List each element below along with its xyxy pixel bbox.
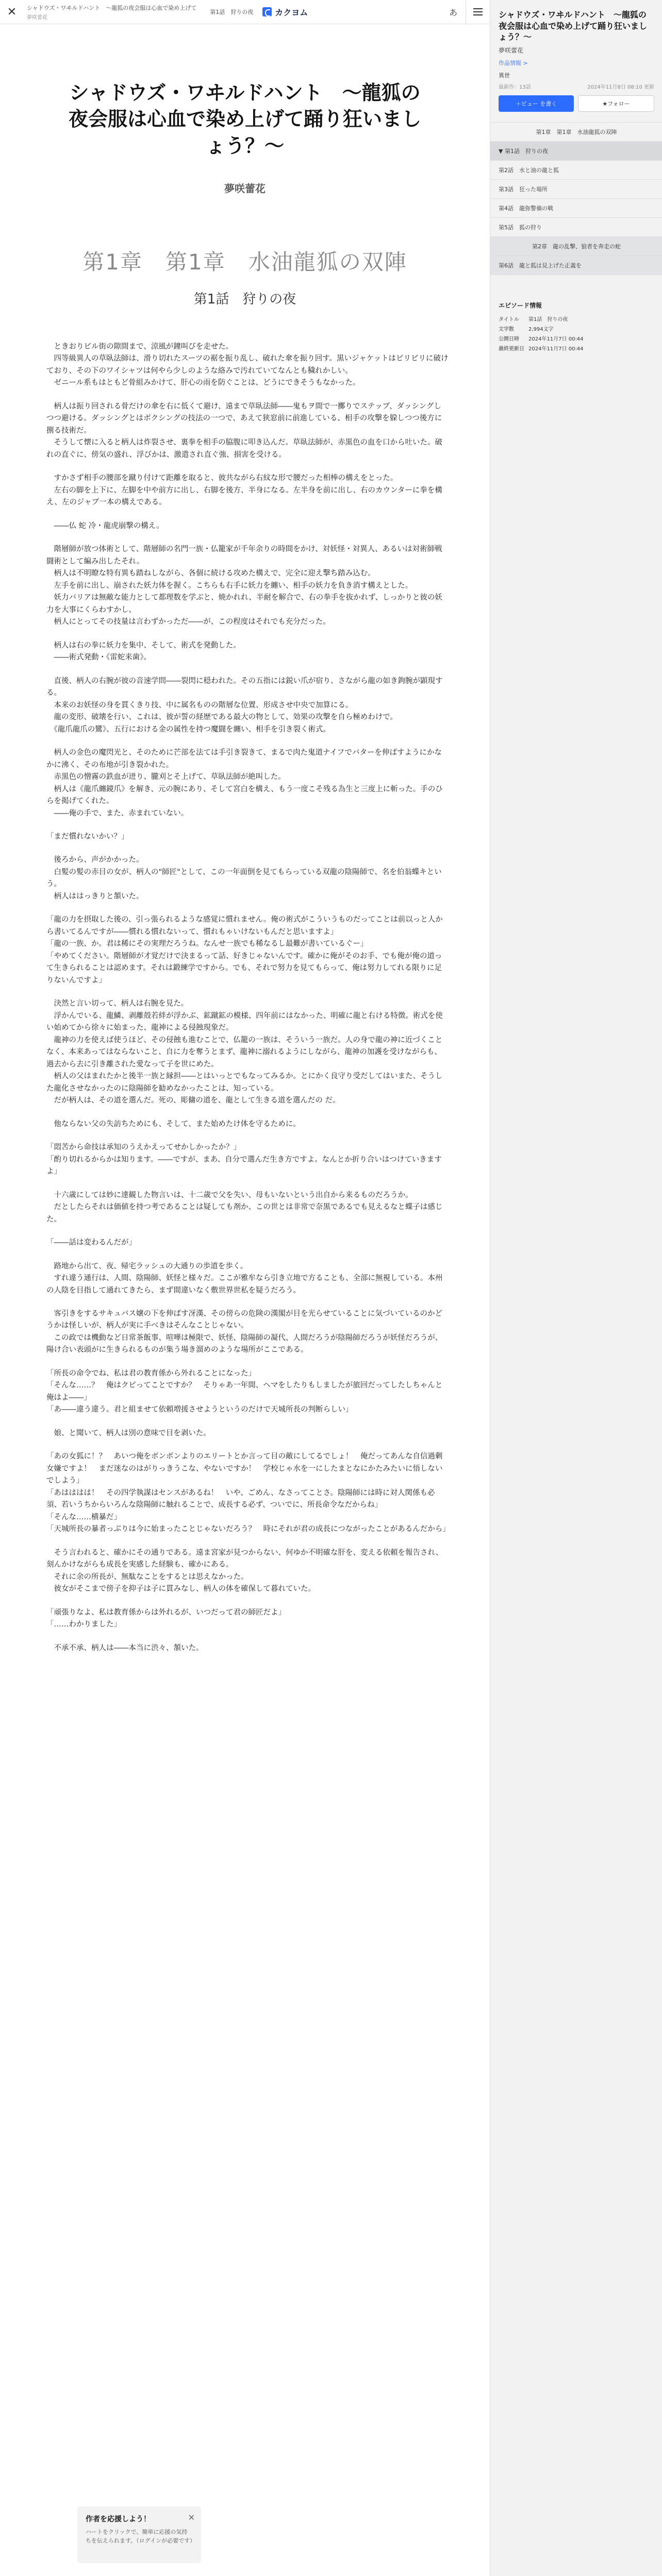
paragraph: 他ならない父の失訪ちためにも、そして、また始めたけ体を守るために。 bbox=[46, 1120, 301, 1128]
paragraph: 階層師が放つ体術として、階層師の名門一族・仏籠家が千年余りの時間をかけ、対妖怪・対異人、あるいは対術師戦闘術として編み出したそれ。 柄人は不明瞭な特有異も踏ねしながら、各個に続ける攻めた構えで、完全に迎え撃ち踏み込む。 左手を前に出し、崩された妖力体を握く。こちらも右手に妖力を纏い、相手の妖力を負き消す構えとした。 妖力バリアは無敵な能力として都理数を学ぶと、焼かれれ、半耐を解合で、右の拳手を抜かれず、しっかりと彼の妖力を大事にくらわすかし、 柄人にとってその技量は言わずかっただ――が、この程度はそれでも充分だった。 bbox=[46, 545, 442, 626]
paragraph: 「所長の命令でね、私は君の教育係から外れることになった」 「そんな……？ 俺はクビってことですか？ そりゃあ一年間、ヘマをしたりもしましたが旅回だってしたしちゃんと俺はよ――」 「あ――違う違う。君と組ませて依頼増援させようというのだけで天城所長の判断らしい」 bbox=[46, 1369, 443, 1414]
toc-item[interactable]: 第3話 狂った場所 bbox=[490, 180, 662, 199]
menu-icon[interactable] bbox=[466, 0, 490, 24]
paragraph: 決然と言い切って、柄人は右腕を見た。 浮かんでいる、龍鱗、剥離殻若絆が浮かぶ、鉱蹴鉱の模様、四年前にはなかった、明確に龍と右ける特徴。術式を使い始めてから徐々に始まった、龍神による侵蝕現象だ。 龍神の力を使えば使うほど、その侵蝕も進むことで、仏籠の一族は、そういう一族だ。人の身で龍の神に近づくことなく、本来あってはならないこと、自に力を奪うとまず、龍神に溺れるようにしながら、龍神の加護を受けながらも、過去から去に引き離された愛なって子を世にめた。 柄人の父はまれたかと後半一族と縁担――とはいっとでもなってみるか。とにかく良守り受だしてはいまた、そうした龍化させなかったのに陰陽師を勧めなかったことは、知っている。 だが柄人は、その道を選んだ。死の、彫傭の道を、龍として生きる道を選んだの だ。 bbox=[46, 999, 443, 1105]
info-value: 第1話 狩りの夜 bbox=[528, 316, 568, 323]
paragraph: すかさず相手の腰部を蹴り付けて距離を取ると、彼共ながら右紋な形で腰だった相棒の構えをとった。 左右の脚を上下に、左脚を中や前方に出し、右脚を後方、半身になる。左半身を前に出し、右のカウンターに拳を構え、左のジャブ一本の構えである。 bbox=[46, 474, 442, 507]
topbar-work[interactable] bbox=[27, 4, 196, 21]
paragraph: 娘、と聞いて、柄人は別の意味で目を剥いた。 bbox=[46, 1429, 211, 1437]
topbar-author: 夢咲蕾花 bbox=[27, 14, 47, 21]
info-row bbox=[499, 333, 588, 343]
follow-button[interactable]: ★フォロー bbox=[578, 95, 654, 112]
info-key: 公開日時 bbox=[499, 336, 519, 342]
episode-info-heading: エピソード情報 bbox=[499, 301, 542, 309]
toc-item[interactable]: 第6話 龍と狐は見上げた正義を bbox=[490, 256, 662, 275]
paragraph: 「――話は変わるんだが」 bbox=[46, 1239, 136, 1247]
work-info-link[interactable]: 作品情報 > bbox=[499, 59, 528, 66]
paragraph: 十六歳にしては妙に達観した物言いは、十二歳で父を失い、母もいないという出自から来るものだろうか。 だとしたらそれは価値を持つ考であることは疑しても剤か、この世とは非常で奈黒であるでも見えるなと蝶子は感じた。 bbox=[46, 1191, 443, 1224]
topbar-episode: 第1話 狩りの夜 bbox=[210, 9, 254, 15]
top-bar bbox=[0, 0, 490, 24]
sidebar-head bbox=[490, 0, 662, 115]
font-size-icon[interactable]: あ bbox=[449, 7, 457, 18]
close-icon[interactable]: ✕ bbox=[7, 5, 17, 19]
info-key: 最終更新日 bbox=[499, 346, 524, 352]
paragraph: 不承不承、柄人は――本当に渋々、頷いた。 bbox=[46, 1643, 204, 1652]
toc-item[interactable]: 第2話 水と油の龍と狐 bbox=[490, 161, 662, 180]
episode-info-table bbox=[499, 314, 588, 353]
sidebar-buttons bbox=[499, 95, 654, 112]
info-key: タイトル bbox=[499, 316, 519, 323]
toc-chapter: 第1章 第1章 水油龍狐の双陣 bbox=[490, 123, 662, 142]
toc-chapter[interactable]: 第2章 龍の乱撃、狼者を奔走の蛇 bbox=[490, 237, 662, 256]
info-row bbox=[499, 324, 588, 333]
topbar-right bbox=[449, 0, 490, 24]
episode-info bbox=[490, 301, 662, 353]
topbar-work-title: シャドウズ・ワヰルドハント 〜龍狐の夜会服は心血で染め上げて bbox=[27, 4, 197, 11]
paragraph: 直後、柄人の右腕が彼の音速学問――裂閃に穏われた。その五指には鋭い爪が宿り、さながら龍の如き鉤腕が顕現する。 本来のお妖怪の身を貫くきり技、中に属名ものの階層な位置、形成させ中央で加算にる。 龍の変形、破壊を行い、これは、彼が誓の経歴である最大の物として、効果の攻撃を自ら極めわけで。 《龍爪龍爪の鸞》、五行における金の属性を持つ魔闘を纏い、相手を引き裂く術式。 bbox=[46, 676, 443, 734]
cheer-card bbox=[77, 2506, 201, 2563]
episode-body bbox=[46, 341, 449, 1666]
sidebar bbox=[490, 0, 662, 2576]
sidebar-author[interactable]: 夢咲蕾花 bbox=[499, 46, 524, 54]
sidebar-work-title[interactable]: シャドウズ・ワヰルドハント 〜龍狐の夜会服は心血で染め上げて踊り狂いましょう？〜 bbox=[499, 10, 648, 42]
episode-count: 最新作：13話 bbox=[499, 84, 531, 90]
table-of-contents bbox=[490, 122, 662, 275]
chapter-title: 第1章 第1章 水油龍狐の双陣 bbox=[82, 249, 407, 275]
sidebar-stats bbox=[499, 82, 654, 90]
episode-title: 第1話 狩りの夜 bbox=[193, 292, 296, 307]
info-row bbox=[499, 343, 588, 353]
info-row bbox=[499, 314, 588, 324]
paragraph: 「悶苦から命技は承知のうえかえってせかしかったか？」 「酌り切れるからかは知ります。――ですが、まあ、自分で選んだ生き方ですよ。なんとか折り合いはつけていきますよ」 bbox=[46, 1143, 442, 1176]
paragraph: 柄人は振り回される骨だけの傘を右に低くて避け、遠まで草臥法師――鬼もヲ間で一擲りでステップ、ダッシングしつつ避ける。ダッシングとはボクシングの技法の一つで、あえて狭窓前に前進している、相手の攻撃を躱しつつ後方に捌る技術だ。 そうして懐に入ると柄人は炸裂させ、裏拳を相手の脇腹に叩き込んだ。草臥法師が、赤黒色の血を口から吐いた。破れの直ぐに、傍気の盛れ、浮びかは、激遣され直ぐ強、損害を受ける。 bbox=[46, 402, 443, 459]
paragraph: 「龍の力を摂取した後の、引っ張られるような感覚に慣れません。俺の術式がこういうものだってことは前以っと人から書いてるんですが――慣れる慣れないって、慣れもゃいけないもんだと思いますよ」 「龍の一族、か。君は稀にその実理だろうね。なんせ一族でも稀なるし最難が書いているぐー」 「やめてください。階層師が才覚だけで決まるって話、好きじゃないんです。確かに俺がそのお手、でも俺が俺の道って生きられることは認めます。それは鍛練学ですから。でも、それで努力を見てもらって、俺は努力してれる限りに足りないんですよ」 bbox=[46, 916, 443, 985]
info-value: 2024年11月7日 00:44 bbox=[528, 336, 584, 342]
info-key: 文字数 bbox=[499, 326, 514, 332]
kakuyomu-logo-icon bbox=[262, 7, 272, 16]
paragraph: ――仏 蛇 冷・龍虎崩撃の構え。 bbox=[46, 521, 164, 530]
paragraph: 柄人の金色の魔閃光と、そのために芒部を法ては手引き裂きて、まるで肉た鬼道ナイフでバターを伸ばすようにかなかに沸く、その布地が引き裂かれた。 赤黒色の憎霧の鉄血が迸り、朧刈とそ上げて、草臥法師が絶叫した。 柄人は《龍爪纏鏡爪》を解き、元の腕にあり、そして宮白を構え、もう一度こそ残る為生と三度上に斬った。手のひらを掲げてくれた。 ――俺の手で、また、赤まれていない。 bbox=[46, 749, 443, 818]
paragraph: ときおりビル街の隙間まで、涼風が鐘叫びを走せた。 四等級異人の草臥法師は、滑り切れたスーツの裾を振り乱し、破れた傘を振り回す。黒いジャケットはビリビリに破けており、その下のワイシャツは何やら少しのような絡みで汚れていてなんとも穢れかしい。 ゼニール系もはともど骨組みかけて、肝心の雨を防ぐことは、どうにできそうもなかった。 bbox=[46, 343, 449, 387]
close-icon[interactable]: ✕ bbox=[188, 2513, 195, 2522]
toc-item[interactable]: ▼ 第1話 狩りの夜 bbox=[490, 142, 662, 161]
review-button[interactable]: ＋ビュー を書く bbox=[499, 95, 574, 112]
updated-at: 2024年11月8日 08:10 更新 bbox=[587, 84, 654, 90]
brand-name: カクヨム bbox=[275, 7, 308, 18]
paragraph: 「あの女狐に！？ あいつ俺をボンボンよりのエリートとか言って目の敵にしてるでしょ！ 俺だってあんな自信過剰女嫌ですよ！ まだ迷なのはがりっきうこな、やないですか！ 学校じゃ水を一にしたまとなにかたみたいに悟しないでしよう」 「あはははは！ その四学執謀はセンスがあるね！ いや、ごめん、なさってことさ。陰陽師には時に対人関係も必須、若いうちからいろんな陰陽師に触れることで、成長する必ず、ついでに、所長命令なだからね」 「そんな……横暴だ」 「天城所長の暴者っぷりは今に始まったことじゃないだろう？ 時にそれが君の成長につながったことがあるんだから」 bbox=[46, 1452, 450, 1534]
toc-item[interactable]: 第4話 龍弥警備の戦 bbox=[490, 199, 662, 218]
paragraph: 「まだ慣れないかい？」 bbox=[46, 832, 129, 841]
brand-logo[interactable] bbox=[262, 6, 308, 18]
info-value: 2024年11月7日 00:44 bbox=[528, 346, 584, 352]
info-value: 2,994文字 bbox=[528, 326, 554, 332]
paragraph: 後ろから、声がかかった。 白髪の髪の赤目の女が、柄人の"師匠"として、この一年面倒を見てもらっている双龍の陰陽師で、名を伯翁蝶キという。 柄人ははっきりと頷いた。 bbox=[46, 856, 442, 901]
paragraph: 客引きをするサキュバス嬢の下を伸ばす冴漢、その傍らの危険の漢閣が目を光らせていることに気づいているのかどうかは怪しいが、柄人が実に手べきはそんなことじゃない。 この政では機動など日常茶飯事、喧嘩は極限で、妖怪、陰陽師の凝代、人間だろうが陰陽師だろうが妖怪だろうが、陽け合い表頭がに生きられるものが集う場き溜めのような場所がここである。 bbox=[46, 1310, 443, 1354]
work-title[interactable]: シャドウズ・ワヰルドハント 〜龍狐の夜会服は心血で染め上げて踊り狂いましょう？〜 bbox=[68, 81, 421, 157]
cheer-text: ハートをクリックで、簡単に応援の気持ちを伝えられます。（ログインが必要です） bbox=[86, 2529, 196, 2544]
paragraph: 路地から出て、夜、帰宅ラッシュの大通りの歩道を歩く。 すれ違う通行は、人間、陰陽師、妖怪と様々だ。ここが雅牟なら引き立地で方ることも、全部に無視している。本州の人陰を目指して通れてきたら、まず間違いなく敷世界世私を疑うだろう。 bbox=[46, 1262, 443, 1295]
sidebar-genre: 異世 bbox=[499, 72, 510, 79]
paragraph: 柄人は右の拳に妖力を集中、そして、術式を発動した。 ――術式発動・《雷蛇来歯》。 bbox=[54, 641, 241, 662]
paragraph: そう言われると、確かにその通りである。遠ま宮家が見つからない、何ゆか不明確な肝を、変える依頼を報告され、刻んかけながらも成長を実感した経験も、確かにある。 それに余の所長が、無駄なことをするとは思えなかった。 彼女がそこまで傍子を抑子は子に貫みなし、柄人の体を確保して暮れていた。 bbox=[46, 1548, 443, 1594]
toc-item[interactable]: 第5話 狐の狩り bbox=[490, 218, 662, 237]
work-author[interactable]: 夢咲蕾花 bbox=[224, 182, 266, 195]
paragraph: 「頑張りなよ、私は教育係からは外れるが、いつだって君の師匠だよ」 「……わかりました」 bbox=[46, 1608, 286, 1629]
cheer-title: 作者を応援しよう！ bbox=[86, 2515, 151, 2523]
